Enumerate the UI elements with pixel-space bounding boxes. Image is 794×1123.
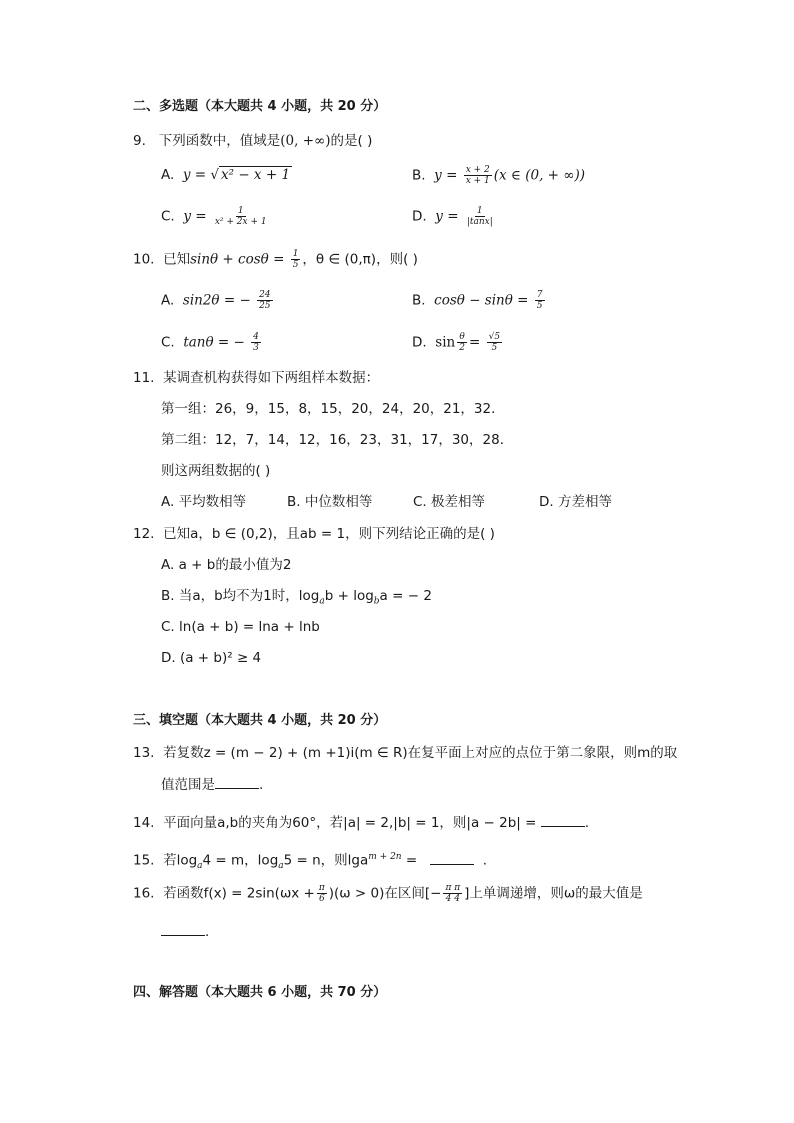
- log-base: a: [278, 861, 284, 872]
- question-text: )(ω > 0)在区间[−: [328, 885, 442, 902]
- denominator: |tanx|: [466, 217, 493, 227]
- denominator: x² + 2x + 1: [214, 217, 267, 227]
- q11-option-c: C. 极差相等: [413, 494, 486, 510]
- numerator: 24: [259, 290, 271, 300]
- numerator: 1: [237, 206, 244, 216]
- question-text: 下列函数中，值域是: [158, 133, 281, 149]
- section-heading-solutions: 四、解答题（本大题共 6 小题，共 70 分）: [133, 985, 387, 1000]
- question-12-stem: [133, 524, 495, 544]
- question-text: 若log: [163, 852, 198, 869]
- denominator: 5: [491, 343, 498, 353]
- q11-option-a: A. 平均数相等: [161, 494, 247, 510]
- question-text: 某调查机构获得如下两组样本数据：: [163, 370, 380, 386]
- fraction: [317, 883, 327, 904]
- denominator: 2: [459, 343, 465, 353]
- option-label: D.: [412, 334, 427, 351]
- q10-option-d: [412, 332, 504, 353]
- q10-option-b: [412, 290, 547, 311]
- denominator: 5: [292, 260, 299, 270]
- q10-option-c: [161, 332, 263, 353]
- numerator: 1: [292, 249, 299, 259]
- option-expr: sin: [435, 334, 456, 351]
- fraction: [457, 332, 467, 353]
- numerator: π: [318, 883, 325, 893]
- question-number: 16.: [133, 885, 155, 902]
- log-base: a: [197, 861, 203, 872]
- denominator: 4 4: [445, 894, 460, 904]
- condition: (x ∈ (0, + ∞)): [493, 167, 586, 184]
- section-heading-fill-in: 三、填空题（本大题共 4 小题，共 20 分）: [133, 713, 387, 728]
- q9-option-c: [161, 206, 271, 227]
- fraction: [291, 249, 301, 270]
- question-16-line-1: [133, 883, 643, 904]
- question-16-line-2: [161, 921, 209, 942]
- option-expr: y =: [183, 208, 207, 225]
- numerator: π π: [445, 883, 461, 893]
- denominator: 25: [259, 301, 271, 311]
- option-text: B. 当a，b均不为1时，log: [161, 588, 320, 604]
- option-label: D.: [412, 208, 427, 225]
- q12-option-b: [161, 586, 432, 612]
- fraction: [465, 206, 495, 227]
- q11-option-b: B. 中位数相等: [287, 494, 373, 510]
- q11-group-2: 第二组：12，7，14，12，16，23，31，17，30，28．: [161, 432, 514, 448]
- option-expr: sin2θ = −: [182, 292, 251, 309]
- fraction: [257, 290, 272, 311]
- question-text: 5 = n，则lga: [283, 852, 369, 869]
- denominator: 6: [318, 894, 325, 904]
- question-11-stem: [133, 368, 379, 388]
- answer-blank[interactable]: [215, 774, 259, 789]
- numerator: √5: [488, 332, 501, 342]
- period: .: [205, 924, 210, 940]
- numerator: 7: [536, 290, 543, 300]
- q9-option-b: [412, 165, 585, 186]
- q11-group-1: 第一组：26，9，15，8，15，20，24，20，21，32．: [161, 401, 505, 417]
- q11-ask: 则这两组数据的( ): [161, 463, 271, 479]
- question-text: 平面向量a,b的夹角为60°，若|a| = 2,|b| = 1，则|a − 2b| =: [163, 815, 537, 831]
- range-set: (0, +∞): [280, 133, 331, 149]
- question-9-stem: [133, 131, 372, 151]
- fraction: [213, 206, 269, 227]
- option-expr: cosθ − sinθ =: [434, 292, 529, 309]
- numerator: θ: [459, 332, 465, 342]
- question-text: 若复数z = (m − 2) + (m +1)i(m ∈ R)在复平面上对应的点位于第二象限，则m的取: [163, 745, 678, 761]
- option-label: C.: [161, 334, 175, 351]
- question-number: 14.: [133, 815, 155, 831]
- answer-blank[interactable]: [541, 812, 585, 827]
- log-base: a: [319, 596, 325, 607]
- denominator: 3: [253, 343, 259, 353]
- fraction: [487, 332, 502, 353]
- q12-option-d: D. (a + b)² ≥ 4: [161, 650, 262, 666]
- question-14: [133, 812, 589, 833]
- question-text-end: 的是( ): [330, 133, 373, 149]
- log-base: b: [373, 596, 380, 607]
- option-expr: y =: [434, 167, 458, 184]
- numerator: 1: [476, 206, 483, 216]
- option-text: b + log: [324, 588, 374, 604]
- denominator: x + 1: [465, 176, 490, 186]
- option-text: a = − 2: [379, 588, 432, 604]
- denominator: 5: [536, 301, 543, 311]
- question-text: 已知: [163, 251, 191, 268]
- equals: =: [468, 334, 481, 351]
- option-label: A.: [161, 167, 175, 183]
- answer-blank[interactable]: [430, 850, 474, 865]
- question-text: 已知a，b ∈ (0,2)，且ab = 1，则下列结论正确的是( ): [163, 526, 495, 542]
- option-label: A.: [161, 292, 175, 309]
- question-13-line-1: [133, 743, 677, 763]
- period: .: [482, 852, 487, 869]
- numerator: x + 2: [465, 165, 490, 175]
- option-expr: tanθ = −: [183, 334, 245, 351]
- fraction: [464, 165, 492, 186]
- question-number: 10.: [133, 251, 155, 268]
- option-expr: y = √: [182, 167, 220, 183]
- question-text-end: ，θ ∈ (0,π)，则( ): [302, 251, 418, 268]
- q12-option-a: A. a + b的最小值为2: [161, 557, 292, 573]
- period: .: [584, 815, 590, 831]
- q9-option-d: [412, 206, 497, 227]
- question-number: 13.: [133, 745, 155, 761]
- question-number: 15.: [133, 852, 155, 869]
- fraction: [535, 290, 545, 311]
- period: .: [259, 777, 264, 793]
- option-label: B.: [412, 292, 426, 309]
- question-text: 若函数f(x) = 2sin(ωx +: [163, 885, 315, 902]
- question-number: 12.: [133, 526, 155, 542]
- question-text: 值范围是: [161, 777, 215, 793]
- question-number: 11.: [133, 370, 155, 386]
- equation: sinθ + cosθ =: [190, 251, 285, 268]
- numerator: 4: [253, 332, 259, 342]
- question-text: 4 = m，log: [202, 852, 279, 869]
- option-label: B.: [412, 167, 426, 184]
- q11-option-d: D. 方差相等: [539, 494, 612, 510]
- radicand: x² − x + 1: [221, 167, 291, 183]
- option-label: C.: [161, 208, 175, 225]
- equals: =: [405, 852, 418, 869]
- question-text: ]上单调递增，则ω的最大值是: [464, 885, 643, 902]
- fraction: [251, 332, 261, 353]
- fraction: [443, 883, 462, 904]
- question-15: [133, 847, 487, 876]
- answer-blank[interactable]: [161, 921, 205, 936]
- q12-option-c: C. ln(a + b) = lna + lnb: [161, 619, 320, 635]
- question-10-stem: [133, 249, 418, 270]
- exponent: m + 2n: [368, 852, 402, 862]
- option-expr: y =: [435, 208, 459, 225]
- question-13-line-2: [161, 774, 263, 795]
- q9-option-a: [161, 165, 292, 185]
- question-number: 9.: [133, 133, 146, 149]
- section-heading-multiple-choice: 二、多选题（本大题共 4 小题，共 20 分）: [133, 99, 387, 114]
- q10-option-a: [161, 290, 275, 311]
